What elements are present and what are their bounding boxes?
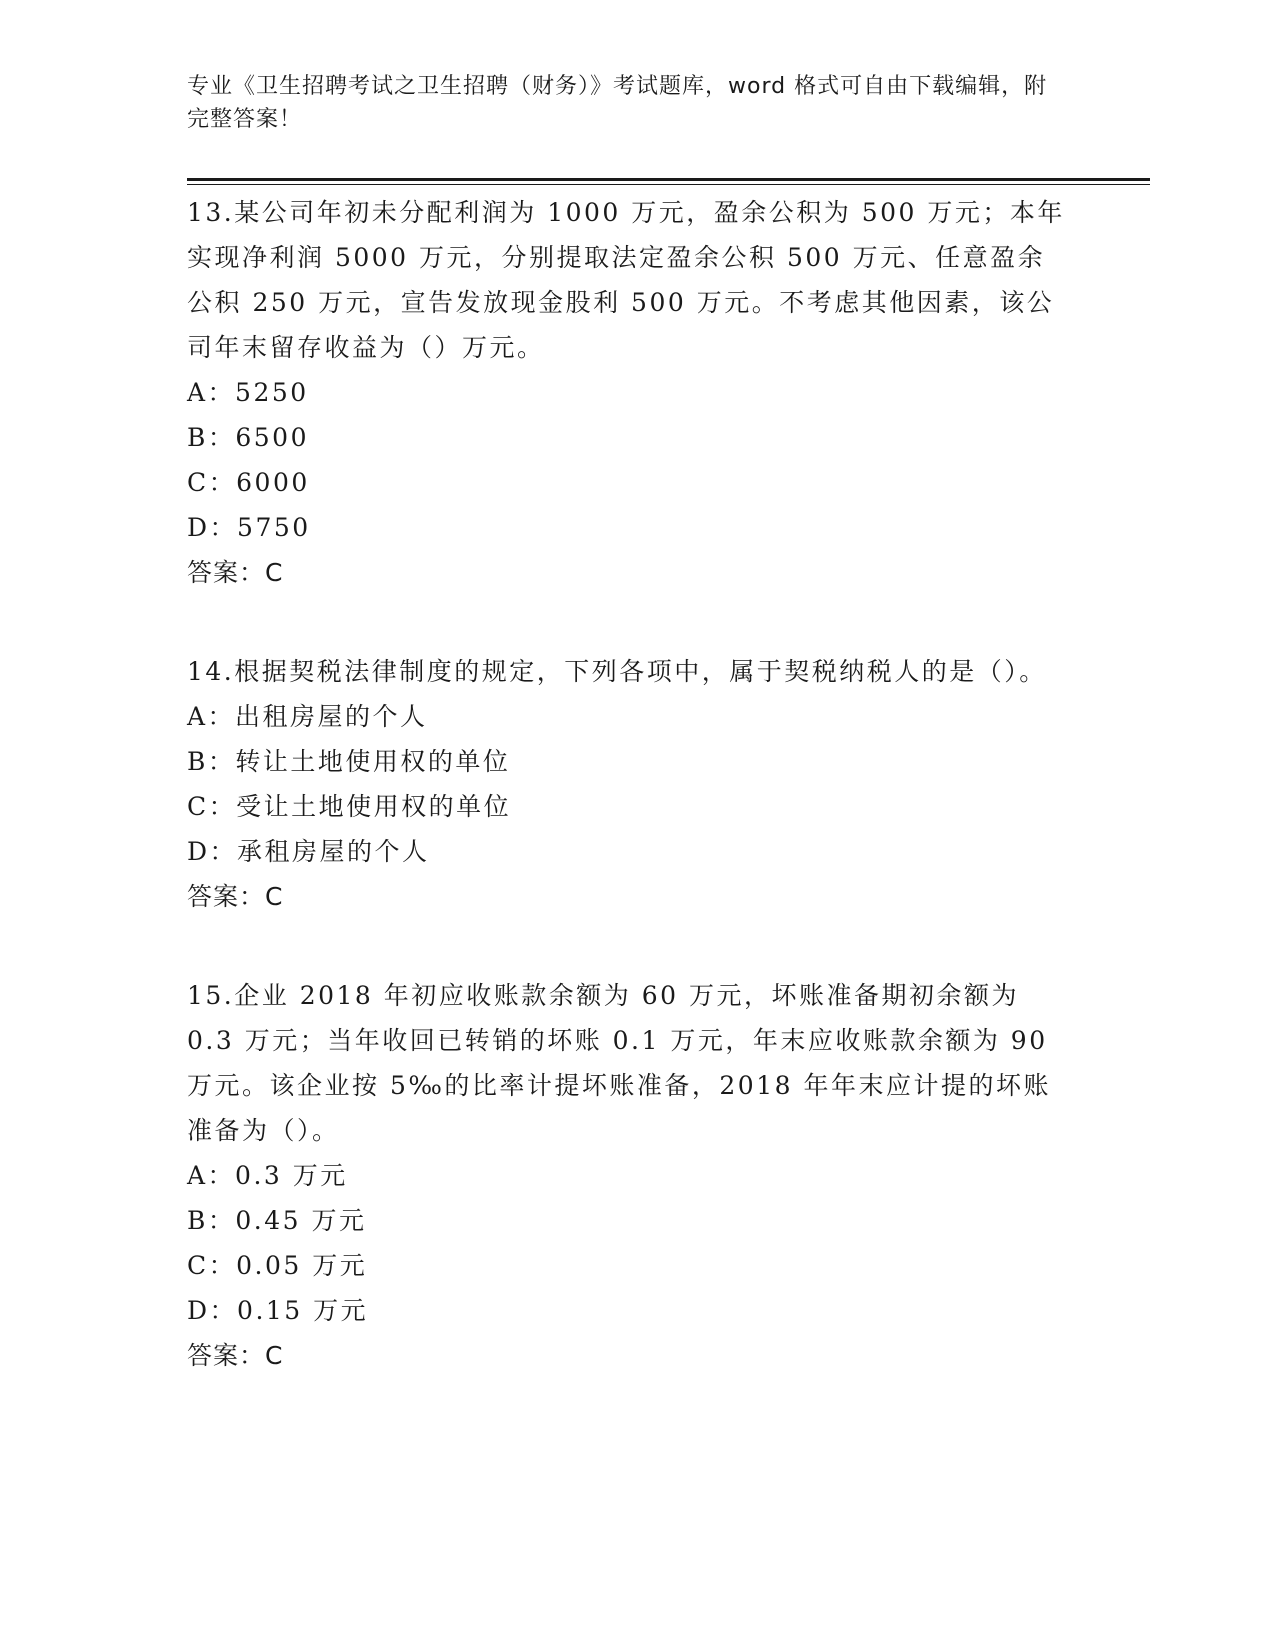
option-b: B：0.45 万元 [187, 1206, 367, 1235]
document-header: 专业《卫生招聘考试之卫生招聘（财务）》考试题库，word 格式可自由下载编辑，附完整答案！ [187, 74, 1048, 132]
option-a: A：出租房屋的个人 [187, 702, 428, 731]
question-15 [187, 973, 1087, 1378]
option-a: A：5250 [187, 378, 309, 407]
answer-line: 答案：C [187, 882, 284, 911]
header-divider [187, 178, 1150, 185]
option-c: C：0.05 万元 [187, 1251, 368, 1280]
answer-line: 答案：C [187, 1341, 284, 1370]
option-a: A：0.3 万元 [187, 1161, 348, 1190]
option-d: D：5750 [187, 513, 311, 542]
option-d: D：0.15 万元 [187, 1296, 369, 1325]
question-stem: 14.根据契税法律制度的规定，下列各项中，属于契税纳税人的是（）。 [187, 657, 1047, 686]
option-b: B：6500 [187, 423, 309, 452]
question-list [187, 190, 1087, 1432]
question-14 [187, 649, 1087, 919]
option-c: C：6000 [187, 468, 310, 497]
document-page [187, 70, 1087, 1370]
question-stem: 13.某公司年初未分配利润为 1000 万元，盈余公积为 500 万元；本年实现净利润 5000 万元，分别提取法定盈余公积 500 万元、任意盈余公积 250 万元，宣告发放现金股利 500 万元。不考虑其他因素，该公司年末留存收益为（）万元。 [187, 198, 1065, 362]
question-stem: 15.企业 2018 年初应收账款余额为 60 万元，坏账准备期初余额为 0.3 万元；当年收回已转销的坏账 0.1 万元，年末应收账款余额为 90 万元。该企业按 5‰的比率计提坏账准备，2018 年年末应计提的坏账准备为（）。 [187, 981, 1051, 1145]
option-b: B：转让土地使用权的单位 [187, 747, 511, 776]
option-d: D：承租房屋的个人 [187, 837, 430, 866]
question-13 [187, 190, 1087, 595]
option-c: C：受让土地使用权的单位 [187, 792, 512, 821]
answer-line: 答案：C [187, 558, 284, 587]
